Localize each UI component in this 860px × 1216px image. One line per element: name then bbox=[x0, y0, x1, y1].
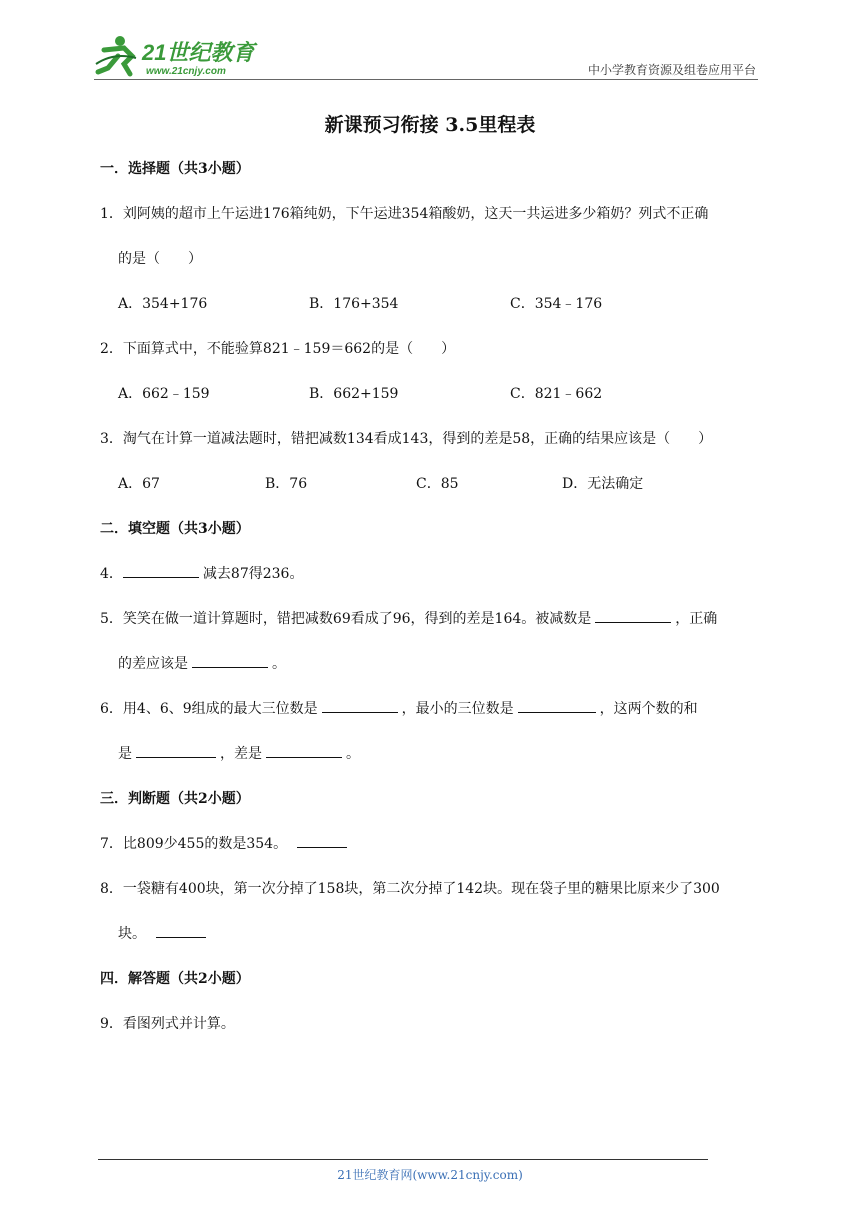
footer-divider bbox=[98, 1159, 708, 1160]
question-8-answer-blank[interactable] bbox=[156, 923, 206, 938]
question-2-option-a: A．662﹣159 bbox=[118, 386, 210, 402]
question-6-answer-blank-1[interactable] bbox=[322, 698, 398, 713]
question-5-text-c: 的差应该是 bbox=[118, 656, 188, 672]
page-title: 新课预习衔接 3.5里程表 bbox=[324, 114, 536, 136]
logo bbox=[94, 34, 264, 82]
question-5-text-a: 5．笑笑在做一道计算题时，错把减数69看成了96，得到的差是164。被减数是 bbox=[100, 611, 592, 627]
question-6-answer-blank-2[interactable] bbox=[518, 698, 596, 713]
question-6-answer-blank-4[interactable] bbox=[266, 743, 342, 758]
question-5-answer-blank-2[interactable] bbox=[192, 653, 268, 668]
question-2-option-c: C．821﹣662 bbox=[510, 386, 603, 402]
question-1-option-c: C．354﹣176 bbox=[510, 296, 603, 312]
question-1-line-1: 1．刘阿姨的超市上午运进176箱纯奶，下午运进354箱酸奶，这天一共运进多少箱奶？列式不正确 bbox=[100, 206, 709, 222]
question-6-text-b: ，最小的三位数是 bbox=[401, 701, 514, 717]
question-6-line-2 bbox=[118, 743, 360, 763]
section-heading-choice: 一．选择题（共3小题） bbox=[100, 161, 250, 177]
svg-text:www.21cnjy.com: www.21cnjy.com bbox=[146, 66, 226, 77]
question-9: 9．看图列式并计算。 bbox=[100, 1016, 235, 1032]
logo-runner-icon bbox=[94, 34, 264, 82]
section-heading-fill: 二．填空题（共3小题） bbox=[100, 521, 250, 537]
svg-text:21世纪教育: 21世纪教育 bbox=[142, 40, 255, 65]
question-3-option-a: A．67 bbox=[118, 476, 160, 492]
question-1-option-b: B．176+354 bbox=[309, 296, 399, 312]
question-6-line-1 bbox=[100, 698, 698, 718]
question-7-answer-blank[interactable] bbox=[297, 833, 347, 848]
question-5-text-d: 。 bbox=[272, 656, 286, 672]
question-8-line-2 bbox=[118, 923, 210, 943]
question-3-option-d: D．无法确定 bbox=[562, 476, 644, 492]
question-8-line-1: 8．一袋糖有400块，第一次分掉了158块，第二次分掉了142块。现在袋子里的糖果比原来少了300 bbox=[100, 881, 720, 897]
question-8-text: 块。 bbox=[118, 926, 146, 942]
question-3-option-c: C．85 bbox=[416, 476, 459, 492]
question-5-line-2 bbox=[118, 653, 286, 673]
question-6-text-f: 。 bbox=[346, 746, 360, 762]
question-4-answer-blank[interactable] bbox=[123, 563, 199, 578]
question-6-text-a: 6．用4、6、9组成的最大三位数是 bbox=[100, 701, 318, 717]
question-4-number: 4． bbox=[100, 566, 123, 582]
question-5-answer-blank-1[interactable] bbox=[595, 608, 671, 623]
question-6-answer-blank-3[interactable] bbox=[136, 743, 216, 758]
question-2-line-1: 2．下面算式中，不能验算821﹣159＝662的是（ ） bbox=[100, 341, 456, 357]
question-4-text: 减去87得236。 bbox=[202, 566, 304, 582]
question-3-option-b: B．76 bbox=[265, 476, 308, 492]
header-platform-text: 中小学教育资源及组卷应用平台 bbox=[587, 63, 756, 77]
section-heading-judge: 三．判断题（共2小题） bbox=[100, 791, 250, 807]
question-5-text-b: ，正确 bbox=[675, 611, 718, 627]
question-2-option-b: B．662+159 bbox=[309, 386, 399, 402]
question-7-text: 7．比809少455的数是354。 bbox=[100, 836, 288, 852]
question-6-text-c: ，这两个数的和 bbox=[599, 701, 698, 717]
footer-link[interactable]: 21世纪教育网(www.21cnjy.com) bbox=[337, 1168, 523, 1182]
question-1-line-2: 的是（ ） bbox=[118, 251, 202, 267]
question-5-line-1 bbox=[100, 608, 717, 628]
question-6-text-d: 是 bbox=[118, 746, 132, 762]
header-divider bbox=[94, 79, 758, 80]
question-7 bbox=[100, 833, 351, 853]
section-heading-answer: 四．解答题（共2小题） bbox=[100, 971, 250, 987]
question-3-line-1: 3．淘气在计算一道减法题时，错把减数134看成143，得到的差是58，正确的结果应该是（ ） bbox=[100, 431, 713, 447]
question-6-text-e: ，差是 bbox=[220, 746, 262, 762]
question-4 bbox=[100, 563, 303, 583]
question-1-option-a: A．354+176 bbox=[118, 296, 208, 312]
